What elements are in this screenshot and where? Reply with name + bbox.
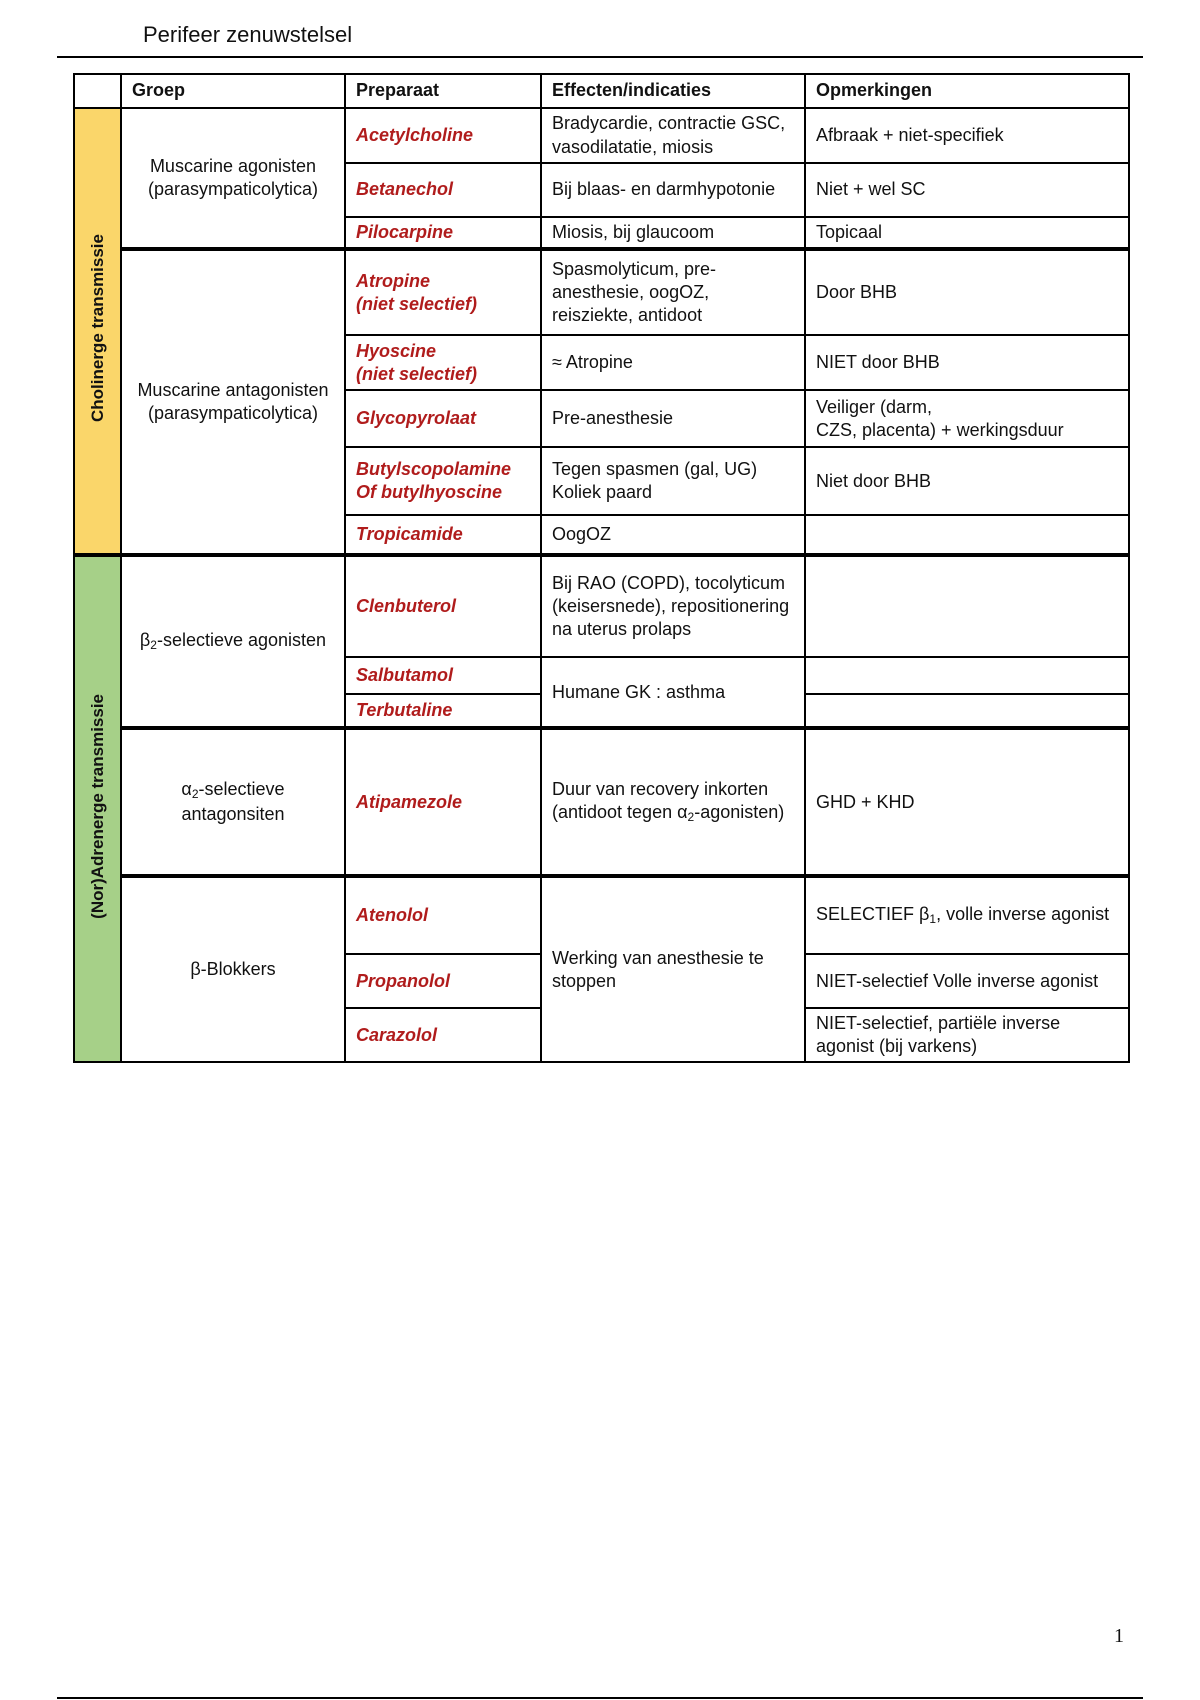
effects-cell: Duur van recovery inkorten (antidoot tegen $\alpha_2-agonisten$)	[541, 728, 805, 876]
table-row	[74, 876, 1129, 954]
drug-tropicamide: Tropicamide	[345, 515, 541, 555]
table-row	[74, 555, 1129, 657]
table-row	[74, 108, 1129, 163]
drug-salbutamol: Salbutamol	[345, 657, 541, 694]
effects-cell: Bij blaas- en darmhypotonie	[541, 163, 805, 217]
drug-clenbuterol: Clenbuterol	[345, 555, 541, 657]
drug-butylscopolamine: Butylscopolamine Of butylhyoscine	[345, 447, 541, 515]
effects-cell: Spasmolyticum, pre-anesthesie, oogOZ, reisziekte, antidoot	[541, 249, 805, 335]
group-alpha2-antagonists: $\alpha_2$-selectieve antagonsiten	[121, 728, 345, 876]
effects-cell: Werking van anesthesie te stoppen	[541, 876, 805, 1062]
group-muscarine-agonists: Muscarine agonisten (parasympaticolytica)	[121, 108, 345, 249]
drug-atenolol: Atenolol	[345, 876, 541, 954]
effects-cell: ≈ Atropine	[541, 335, 805, 390]
header-divider	[57, 56, 1143, 58]
notes-cell: Niet door BHB	[805, 447, 1129, 515]
notes-cell: Veiliger (darm, CZS, placenta) + werkingsduur	[805, 390, 1129, 447]
notes-cell: NIET-selectief Volle inverse agonist	[805, 954, 1129, 1008]
drug-betanechol: Betanechol	[345, 163, 541, 217]
drug-pilocarpine: Pilocarpine	[345, 217, 541, 249]
drug-propanolol: Propanolol	[345, 954, 541, 1008]
effects-cell: Humane GK : asthma	[541, 657, 805, 728]
notes-cell: Door BHB	[805, 249, 1129, 335]
page-title: Perifeer zenuwstelsel	[143, 22, 353, 47]
section-label-cholinergic: Cholinerge transmissie	[74, 108, 121, 555]
drug-glycopyrrolaat: Glycopyrolaat	[345, 390, 541, 447]
drug-table	[73, 73, 1130, 1063]
notes-cell: Niet + wel SC	[805, 163, 1129, 217]
column-header-opmerkingen: Opmerkingen	[805, 74, 1129, 108]
drug-acetylcholine: Acetylcholine	[345, 108, 541, 163]
notes-cell: Topicaal	[805, 217, 1129, 249]
notes-cell: GHD + KHD	[805, 728, 1129, 876]
table-row	[74, 728, 1129, 876]
table-header-row	[74, 74, 1129, 108]
effects-cell: Miosis, bij glaucoom	[541, 217, 805, 249]
group-beta-blockers: β-Blokkers	[121, 876, 345, 1062]
effects-cell: Pre-anesthesie	[541, 390, 805, 447]
drug-atipamezole: Atipamezole	[345, 728, 541, 876]
drug-atropine: Atropine (niet selectief)	[345, 249, 541, 335]
effects-cell: Tegen spasmen (gal, UG) Koliek paard	[541, 447, 805, 515]
group-beta2-agonists: $\beta_2$-selectieve agonisten	[121, 555, 345, 728]
column-header-preparaat: Preparaat	[345, 74, 541, 108]
column-header-effecten: Effecten/indicaties	[541, 74, 805, 108]
notes-cell	[805, 657, 1129, 694]
effects-cell: Bradycardie, contractie GSC, vasodilatatie, miosis	[541, 108, 805, 163]
table-row	[74, 249, 1129, 335]
group-muscarine-antagonists: Muscarine antagonisten (parasympaticolytica)	[121, 249, 345, 555]
drug-hyoscine: Hyoscine (niet selectief)	[345, 335, 541, 390]
notes-cell: SELECTIEF $\beta_1$, volle inverse agonist	[805, 876, 1129, 954]
notes-cell: NIET door BHB	[805, 335, 1129, 390]
effects-cell: Bij RAO (COPD), tocolyticum (keisersnede), repositionering na uterus prolaps	[541, 555, 805, 657]
notes-cell	[805, 515, 1129, 555]
header-blank-cell	[74, 74, 121, 108]
notes-cell	[805, 694, 1129, 728]
column-header-groep: Groep	[121, 74, 345, 108]
notes-cell	[805, 555, 1129, 657]
notes-cell: Afbraak + niet-specifiek	[805, 108, 1129, 163]
notes-cell: NIET-selectief, partiële inverse agonist (bij varkens)	[805, 1008, 1129, 1062]
page-number: 1	[1114, 1625, 1124, 1647]
effects-cell: OogOZ	[541, 515, 805, 555]
drug-terbutaline: Terbutaline	[345, 694, 541, 728]
drug-carazolol: Carazolol	[345, 1008, 541, 1062]
section-label-adrenergic: (Nor)Adrenerge transmissie	[74, 555, 121, 1062]
footer-divider	[57, 1697, 1143, 1699]
